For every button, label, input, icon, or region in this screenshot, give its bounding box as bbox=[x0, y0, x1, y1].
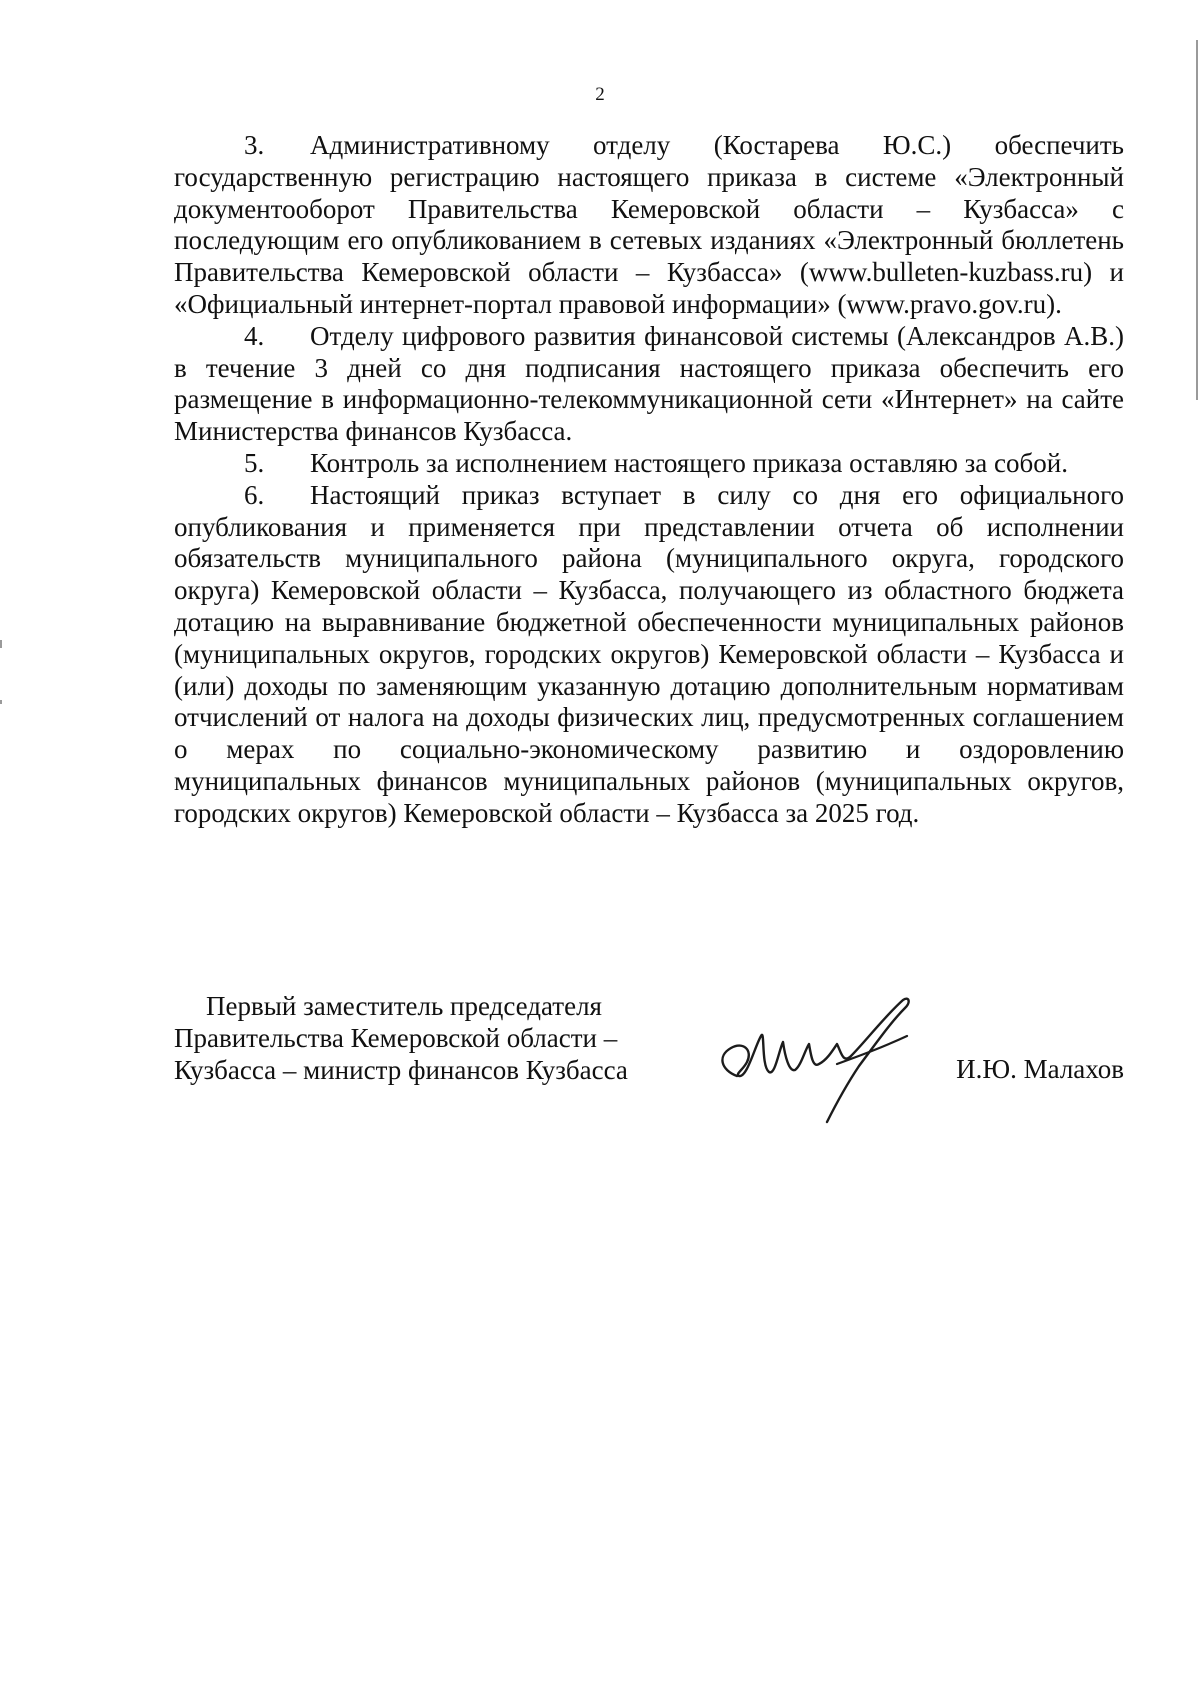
signatory-name: И.Ю. Малахов bbox=[956, 1054, 1124, 1084]
handwritten-signature bbox=[709, 990, 929, 1130]
signatory-title bbox=[174, 990, 654, 1086]
paragraph-number: 3. bbox=[244, 130, 265, 160]
paragraph-number: 5. bbox=[244, 447, 265, 478]
paragraph-number: 6. bbox=[244, 479, 265, 510]
paragraph-text: Административному отделу (Костарева Ю.С.) обеспечить государственную регистрацию настоящего приказа в системе «Электронный документооборот Правительства Кемеровской области – Кузбасса» с последующим его опубликованием в сетевых изданиях «Электронный бюллетень Правительства Кемеровской области – Кузбасса» (www.bulleten-kuzbass.ru) и «Официальный интернет-портал правовой информации» (www.pravo.gov.ru). bbox=[174, 130, 1124, 319]
paragraph-4 bbox=[174, 321, 1124, 448]
paragraph-number: 4. bbox=[244, 320, 265, 351]
paragraph-text: Контроль за исполнением настоящего приказа оставляю за собой. bbox=[310, 447, 1068, 478]
signature-block bbox=[174, 990, 1124, 1140]
paragraph-3 bbox=[174, 130, 1124, 321]
document-body bbox=[174, 130, 1124, 830]
scan-edge-mark bbox=[0, 700, 2, 704]
paragraph-5 bbox=[174, 448, 1124, 480]
signatory-title-line: Первый заместитель председателя bbox=[206, 991, 602, 1021]
paragraph-text: Настоящий приказ вступает в силу со дня его официального опубликования и применяется при представлении отчета об исполнении обязательств муниципального района (муниципального округа, городского округа) Кемеровской области – Кузбасса, получающего из областного бюджета дотацию на выравнивание бюджетной обеспеченности муниципальных районов (муниципальных округов, городских округов) Кемеровской области – Кузбасса и (или) доходы по заменяющим указанную дотацию дополнительным нормативам отчислений от налога на доходы физических лиц, предусмотренных соглашением о мерах по социально-экономическому развитию и оздоровлению муниципальных финансов муниципальных районов (муниципальных округов, городских округов) Кемеровской области – Кузбасса за 2025 год. bbox=[174, 479, 1124, 828]
signatory-title-line: Кузбасса – министр финансов Кузбасса bbox=[174, 1055, 628, 1085]
scan-edge-mark bbox=[1196, 40, 1198, 400]
scan-edge-mark bbox=[0, 640, 2, 648]
page-number: 2 bbox=[595, 84, 605, 105]
paragraph-text: Отделу цифрового развития финансовой системы (Александров А.В.) в течение 3 дней со дня подписания настоящего приказа обеспечить его размещение в информационно-телекоммуникационной сети «Интернет» на сайте Министерства финансов Кузбасса. bbox=[174, 320, 1124, 447]
paragraph-6 bbox=[174, 480, 1124, 830]
signatory-title-line: Правительства Кемеровской области – bbox=[174, 1023, 618, 1053]
